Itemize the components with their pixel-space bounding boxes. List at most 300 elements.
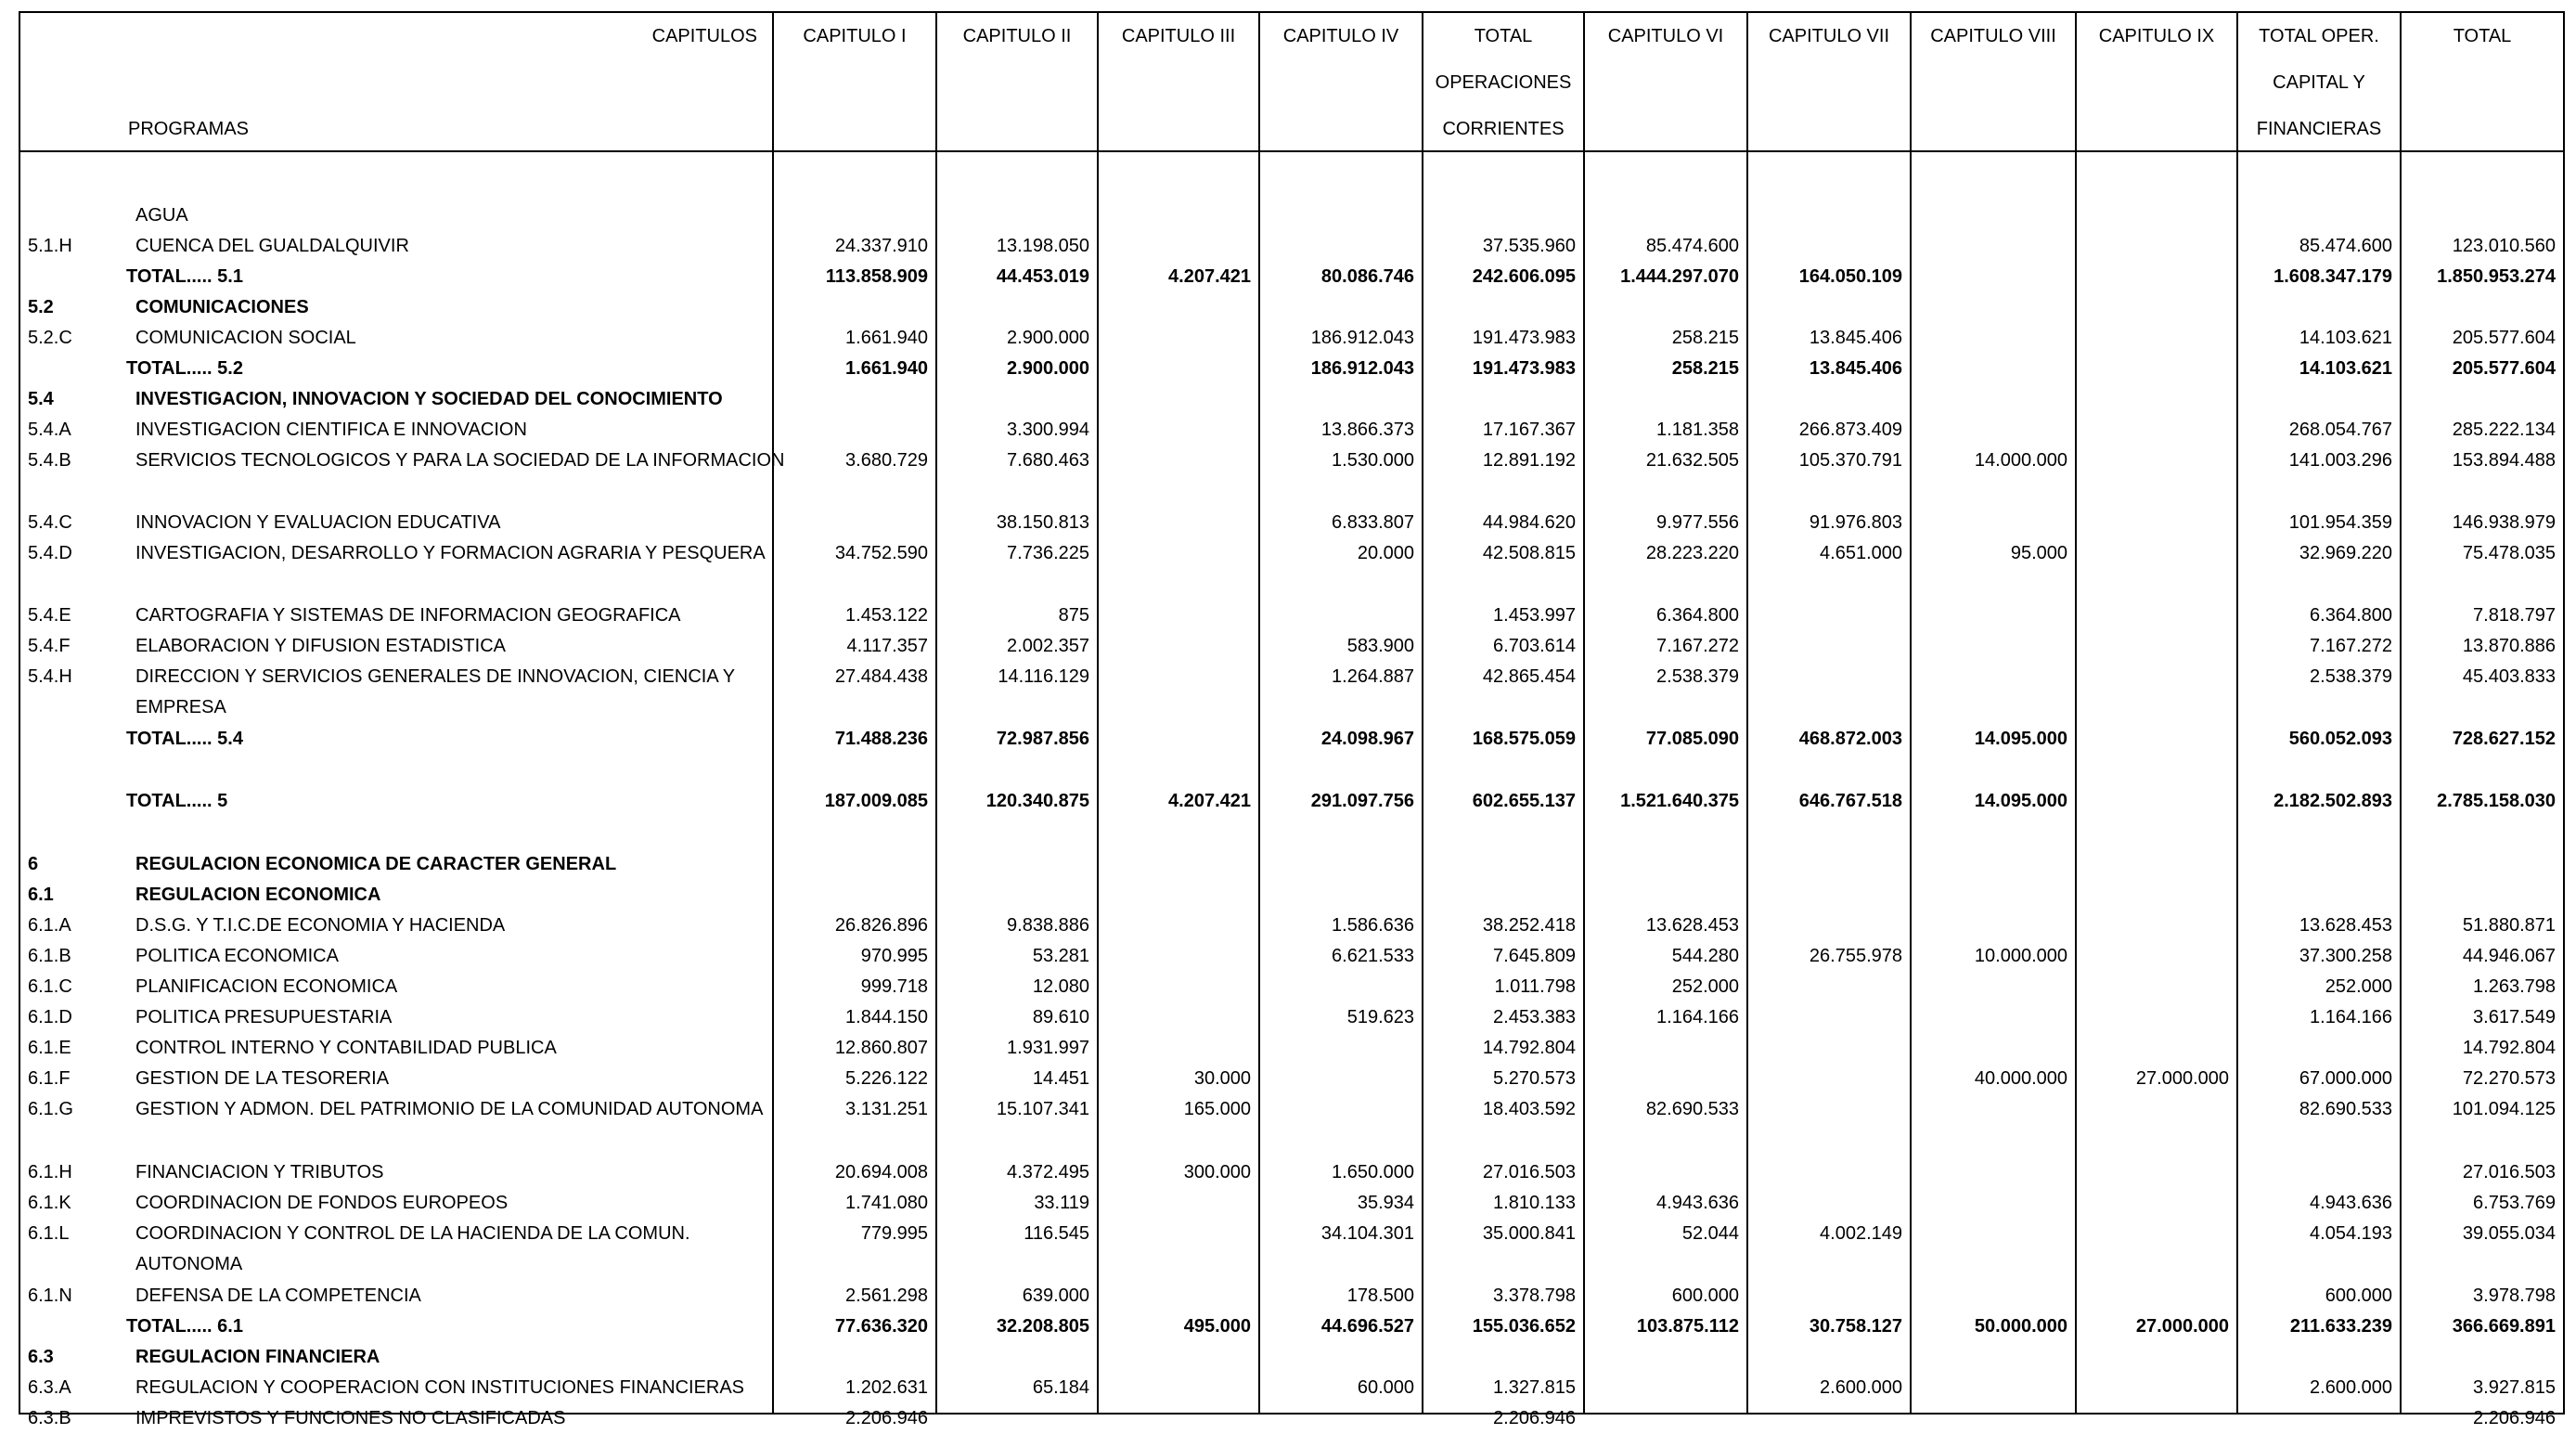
cell-value: 141.003.296 <box>2288 450 2392 471</box>
cell-value: 1.530.000 <box>1332 450 1414 471</box>
cell-value: 120.340.875 <box>985 791 1089 811</box>
program-code: 5.4.D <box>28 543 72 563</box>
cell-value: 51.880.871 <box>2462 915 2556 936</box>
cell-value: 291.097.756 <box>1310 791 1414 811</box>
table-row <box>20 262 2563 292</box>
cell-value: 52.044 <box>1681 1223 1739 1244</box>
cell-value: 602.655.137 <box>1472 791 1576 811</box>
program-code: 5.2.C <box>28 328 72 348</box>
cell-value: 285.222.134 <box>2452 420 2556 440</box>
cell-value: 44.696.527 <box>1320 1316 1414 1337</box>
program-code: 6.1.D <box>28 1007 72 1027</box>
table-row <box>20 1094 2563 1125</box>
cell-value: 12.080 <box>1032 976 1089 997</box>
cell-value: 77.085.090 <box>1645 729 1739 749</box>
cell-value: 1.453.997 <box>1493 605 1576 626</box>
table-row <box>20 446 2563 476</box>
cell-value: 75.478.035 <box>2462 543 2556 563</box>
cell-value: 970.995 <box>860 946 928 966</box>
table-row <box>20 786 2563 817</box>
cell-value: 14.451 <box>1032 1068 1089 1089</box>
cell-value: 779.995 <box>860 1223 928 1244</box>
cell-value: 14.116.129 <box>998 666 1089 687</box>
cell-value: 2.900.000 <box>1007 358 1089 379</box>
cell-value: 258.215 <box>1671 358 1739 379</box>
program-name: TOTAL..... 5.2 <box>126 358 243 379</box>
cell-value: 13.845.406 <box>1809 358 1902 379</box>
program-name: DEFENSA DE LA COMPETENCIA <box>135 1285 421 1306</box>
program-name: COORDINACION Y CONTROL DE LA HACIENDA DE LA COMUN. AUTONOMA <box>135 1223 690 1274</box>
cell-value: 1.661.940 <box>845 328 928 348</box>
cell-value: 13.198.050 <box>996 236 1089 256</box>
cell-value: 5.226.122 <box>845 1068 928 1089</box>
cell-value: 2.538.379 <box>1656 666 1739 687</box>
cell-value: 2.002.357 <box>1007 636 1089 656</box>
program-name: INNOVACION Y EVALUACION EDUCATIVA <box>135 512 501 533</box>
budget-table <box>19 11 2565 1428</box>
column-header: CAPITULO IV <box>1282 26 1399 46</box>
cell-value: 35.934 <box>1357 1193 1414 1213</box>
cell-value: 205.577.604 <box>2452 328 2556 348</box>
cell-value: 2.900.000 <box>1007 328 1089 348</box>
cell-value: 20.694.008 <box>834 1162 928 1182</box>
cell-value: 95.000 <box>2010 543 2067 563</box>
cell-value: 4.117.357 <box>846 636 928 656</box>
column-header: TOTAL OPER. <box>2259 26 2379 46</box>
table-row <box>20 662 2563 717</box>
cell-value: 38.150.813 <box>996 512 1089 533</box>
cell-value: 18.403.592 <box>1482 1099 1576 1119</box>
cell-value: 5.270.573 <box>1493 1068 1576 1089</box>
cell-value: 116.545 <box>1024 1223 1089 1244</box>
cell-value: 3.300.994 <box>1007 420 1089 440</box>
cell-value: 187.009.085 <box>824 791 928 811</box>
cell-value: 14.792.804 <box>2462 1038 2556 1058</box>
program-code: 5.4.C <box>28 512 72 533</box>
capitulos-label: CAPITULOS <box>651 26 757 46</box>
table-row <box>20 1373 2563 1403</box>
program-name: DIRECCION Y SERVICIOS GENERALES DE INNOVACION, CIENCIA Y EMPRESA <box>135 666 735 717</box>
program-name: ELABORACION Y DIFUSION ESTADISTICA <box>135 636 506 656</box>
cell-value: 258.215 <box>1671 328 1739 348</box>
table-row <box>20 1311 2563 1342</box>
cell-value: 242.606.095 <box>1472 266 1576 287</box>
cell-value: 3.978.798 <box>2473 1285 2556 1306</box>
cell-value: 6.364.800 <box>1656 605 1739 626</box>
program-code: 6.1.G <box>28 1099 73 1119</box>
cell-value: 153.894.488 <box>2452 450 2556 471</box>
cell-value: 14.095.000 <box>1974 791 2067 811</box>
cell-value: 14.103.621 <box>2299 358 2392 379</box>
cell-value: 4.943.636 <box>1656 1193 1739 1213</box>
cell-value: 71.488.236 <box>834 729 928 749</box>
table-row <box>20 880 2563 911</box>
cell-value: 3.927.815 <box>2473 1377 2556 1398</box>
cell-value: 600.000 <box>2325 1285 2392 1306</box>
column-header: TOTAL <box>2453 26 2512 46</box>
cell-value: 1.810.133 <box>1493 1193 1576 1213</box>
cell-value: 42.865.454 <box>1482 666 1576 687</box>
cell-value: 1.263.798 <box>2473 976 2556 997</box>
cell-value: 165.000 <box>1183 1099 1251 1119</box>
cell-value: 4.943.636 <box>2310 1193 2392 1213</box>
cell-value: 91.976.803 <box>1809 512 1902 533</box>
program-name: PLANIFICACION ECONOMICA <box>135 976 398 997</box>
table-row <box>20 1002 2563 1033</box>
cell-value: 77.636.320 <box>834 1316 928 1337</box>
column-header: CAPITULO VII <box>1768 26 1890 46</box>
cell-value: 12.860.807 <box>834 1038 928 1058</box>
cell-value: 9.977.556 <box>1656 512 1739 533</box>
cell-value: 26.755.978 <box>1809 946 1902 966</box>
cell-value: 85.474.600 <box>1645 236 1739 256</box>
cell-value: 519.623 <box>1346 1007 1414 1027</box>
program-code: 6.3 <box>28 1347 54 1367</box>
cell-value: 4.054.193 <box>2310 1223 2392 1244</box>
cell-value: 186.912.043 <box>1310 358 1414 379</box>
column-header: CAPITULO II <box>962 26 1072 46</box>
cell-value: 191.473.983 <box>1472 328 1576 348</box>
table-row <box>20 323 2563 354</box>
cell-value: 14.095.000 <box>1974 729 2067 749</box>
cell-value: 4.207.421 <box>1168 266 1251 287</box>
program-name: REGULACION ECONOMICA <box>135 885 381 905</box>
cell-value: 80.086.746 <box>1320 266 1414 287</box>
program-name: TOTAL..... 6.1 <box>126 1316 243 1337</box>
cell-value: 14.792.804 <box>1482 1038 1576 1058</box>
program-name: POLITICA PRESUPUESTARIA <box>135 1007 393 1027</box>
program-code: 5.4.F <box>28 636 71 656</box>
program-code: 5.4.E <box>28 605 71 626</box>
column-header: CAPITULO VI <box>1607 26 1724 46</box>
cell-value: 1.164.166 <box>1656 1007 1739 1027</box>
cell-value: 60.000 <box>1357 1377 1414 1398</box>
table-row <box>20 1342 2563 1373</box>
cell-value: 21.632.505 <box>1645 450 1739 471</box>
program-name: COMUNICACIONES <box>135 297 309 317</box>
cell-value: 252.000 <box>1671 976 1739 997</box>
cell-value: 1.521.640.375 <box>1620 791 1739 811</box>
column-header: CORRIENTES <box>1442 119 1565 139</box>
cell-value: 2.182.502.893 <box>2273 791 2392 811</box>
program-name: REGULACION Y COOPERACION CON INSTITUCIONES FINANCIERAS <box>135 1377 745 1398</box>
cell-value: 82.690.533 <box>2299 1099 2392 1119</box>
cell-value: 24.337.910 <box>834 236 928 256</box>
program-name: GESTION DE LA TESORERIA <box>135 1068 390 1089</box>
cell-value: 2.206.946 <box>2473 1408 2556 1428</box>
table-row <box>20 911 2563 941</box>
cell-value: 4.651.000 <box>1820 543 1902 563</box>
cell-value: 10.000.000 <box>1974 946 2067 966</box>
cell-value: 1.650.000 <box>1332 1162 1414 1182</box>
cell-value: 26.826.896 <box>834 915 928 936</box>
cell-value: 1.453.122 <box>845 605 928 626</box>
program-code: 6.1.C <box>28 976 72 997</box>
program-code: 5.4.A <box>28 420 71 440</box>
cell-value: 82.690.533 <box>1645 1099 1739 1119</box>
program-name: IMPREVISTOS Y FUNCIONES NO CLASIFICADAS <box>135 1408 566 1428</box>
cell-value: 27.016.503 <box>1482 1162 1576 1182</box>
program-name: AGUA <box>135 205 188 226</box>
cell-value: 1.181.358 <box>1656 420 1739 440</box>
cell-value: 1.850.953.274 <box>2437 266 2556 287</box>
program-name: INVESTIGACION CIENTIFICA E INNOVACION <box>135 420 527 440</box>
cell-value: 34.752.590 <box>834 543 928 563</box>
table-row <box>20 354 2563 384</box>
cell-value: 32.969.220 <box>2299 543 2392 563</box>
cell-value: 101.094.125 <box>2452 1099 2556 1119</box>
column-header: CAPITULO III <box>1121 26 1236 46</box>
cell-value: 6.621.533 <box>1332 946 1414 966</box>
table-row <box>20 1219 2563 1274</box>
cell-value: 1.264.887 <box>1332 666 1414 687</box>
cell-value: 205.577.604 <box>2452 358 2556 379</box>
cell-value: 266.873.409 <box>1798 420 1902 440</box>
program-name: CARTOGRAFIA Y SISTEMAS DE INFORMACION GEOGRAFICA <box>135 605 681 626</box>
cell-value: 14.103.621 <box>2299 328 2392 348</box>
cell-value: 13.628.453 <box>1645 915 1739 936</box>
column-header: CAPITAL Y <box>2273 72 2365 93</box>
cell-value: 168.575.059 <box>1472 729 1576 749</box>
program-name: REGULACION FINANCIERA <box>135 1347 380 1367</box>
program-code: 5.4.B <box>28 450 71 471</box>
cell-value: 123.010.560 <box>2452 236 2556 256</box>
cell-value: 13.866.373 <box>1320 420 1414 440</box>
cell-value: 600.000 <box>1671 1285 1739 1306</box>
cell-value: 30.000 <box>1193 1068 1251 1089</box>
program-code: 5.4 <box>28 389 54 409</box>
cell-value: 20.000 <box>1357 543 1414 563</box>
table-row <box>20 231 2563 262</box>
table-row <box>20 200 2563 231</box>
cell-value: 44.453.019 <box>996 266 1089 287</box>
cell-value: 1.741.080 <box>845 1193 928 1213</box>
cell-value: 544.280 <box>1671 946 1739 966</box>
program-code: 6.1.F <box>28 1068 71 1089</box>
cell-value: 1.202.631 <box>845 1377 928 1398</box>
cell-value: 7.680.463 <box>1007 450 1089 471</box>
cell-value: 50.000.000 <box>1974 1316 2067 1337</box>
cell-value: 999.718 <box>860 976 928 997</box>
cell-value: 2.561.298 <box>845 1285 928 1306</box>
cell-value: 1.661.940 <box>845 358 928 379</box>
cell-value: 164.050.109 <box>1798 266 1902 287</box>
cell-value: 875 <box>1058 605 1089 626</box>
cell-value: 105.370.791 <box>1798 450 1902 471</box>
table-row <box>20 508 2563 538</box>
cell-value: 12.891.192 <box>1482 450 1576 471</box>
table-row <box>20 1033 2563 1064</box>
table-row <box>20 941 2563 972</box>
program-code: 6.1.A <box>28 915 71 936</box>
cell-value: 268.054.767 <box>2288 420 2392 440</box>
cell-value: 6.833.807 <box>1332 512 1414 533</box>
cell-value: 2.538.379 <box>2310 666 2392 687</box>
table-row <box>20 724 2563 755</box>
program-name: FINANCIACION Y TRIBUTOS <box>135 1162 384 1182</box>
cell-value: 3.617.549 <box>2473 1007 2556 1027</box>
cell-value: 1.327.815 <box>1493 1377 1576 1398</box>
cell-value: 30.758.127 <box>1809 1316 1902 1337</box>
cell-value: 13.628.453 <box>2299 915 2392 936</box>
programas-label: PROGRAMAS <box>128 119 250 139</box>
table-row <box>20 601 2563 631</box>
program-name: D.S.G. Y T.I.C.DE ECONOMIA Y HACIENDA <box>135 915 506 936</box>
cell-value: 17.167.367 <box>1482 420 1576 440</box>
column-header: CAPITULO IX <box>2098 26 2215 46</box>
cell-value: 38.252.418 <box>1482 915 1576 936</box>
table-row <box>20 849 2563 880</box>
program-code: 6.1 <box>28 885 54 905</box>
cell-value: 35.000.841 <box>1482 1223 1576 1244</box>
cell-value: 101.954.359 <box>2288 512 2392 533</box>
cell-value: 27.484.438 <box>834 666 928 687</box>
cell-value: 2.600.000 <box>1820 1377 1902 1398</box>
cell-value: 7.167.272 <box>2310 636 2392 656</box>
cell-value: 1.931.997 <box>1007 1038 1089 1058</box>
cell-value: 1.608.347.179 <box>2273 266 2392 287</box>
cell-value: 646.767.518 <box>1798 791 1902 811</box>
table-row <box>20 384 2563 415</box>
program-name: COORDINACION DE FONDOS EUROPEOS <box>135 1193 509 1213</box>
cell-value: 27.000.000 <box>2135 1068 2229 1089</box>
table-row <box>20 1403 2563 1434</box>
program-name: TOTAL..... 5.1 <box>126 266 243 287</box>
cell-value: 44.946.067 <box>2462 946 2556 966</box>
table-row <box>20 415 2563 446</box>
cell-value: 178.500 <box>1346 1285 1414 1306</box>
cell-value: 24.098.967 <box>1320 729 1414 749</box>
cell-value: 103.875.112 <box>1636 1316 1739 1337</box>
program-name: INVESTIGACION, INNOVACION Y SOCIEDAD DEL CONOCIMIENTO <box>135 389 723 409</box>
cell-value: 85.474.600 <box>2299 236 2392 256</box>
cell-value: 45.403.833 <box>2462 666 2556 687</box>
cell-value: 583.900 <box>1346 636 1414 656</box>
program-code: 6.1.E <box>28 1038 71 1058</box>
cell-value: 34.104.301 <box>1320 1223 1414 1244</box>
program-name: INVESTIGACION, DESARROLLO Y FORMACION AGRARIA Y PESQUERA <box>135 543 766 563</box>
cell-value: 1.586.636 <box>1332 915 1414 936</box>
cell-value: 7.167.272 <box>1656 636 1739 656</box>
table-row <box>20 1064 2563 1094</box>
cell-value: 2.206.946 <box>845 1408 928 1428</box>
cell-value: 9.838.886 <box>1007 915 1089 936</box>
cell-value: 65.184 <box>1032 1377 1089 1398</box>
table-row <box>20 972 2563 1002</box>
cell-value: 53.281 <box>1032 946 1089 966</box>
cell-value: 1.844.150 <box>845 1007 928 1027</box>
program-name: SERVICIOS TECNOLOGICOS Y PARA LA SOCIEDAD DE LA INFORMACION <box>135 450 785 471</box>
cell-value: 6.364.800 <box>2310 605 2392 626</box>
table-row <box>20 1157 2563 1188</box>
cell-value: 15.107.341 <box>996 1099 1089 1119</box>
program-code: 6.1.H <box>28 1162 72 1182</box>
cell-value: 72.270.573 <box>2462 1068 2556 1089</box>
cell-value: 13.845.406 <box>1809 328 1902 348</box>
cell-value: 32.208.805 <box>996 1316 1089 1337</box>
column-header: CAPITULO I <box>803 26 907 46</box>
program-name: TOTAL..... 5.4 <box>126 729 243 749</box>
cell-value: 4.207.421 <box>1168 791 1251 811</box>
program-code: 6.3.B <box>28 1408 71 1428</box>
cell-value: 211.633.239 <box>2289 1316 2392 1337</box>
program-code: 5.2 <box>28 297 54 317</box>
cell-value: 33.119 <box>1034 1193 1089 1213</box>
program-name: TOTAL..... 5 <box>126 791 228 811</box>
cell-value: 1.444.297.070 <box>1620 266 1739 287</box>
column-header: FINANCIERAS <box>2256 119 2382 139</box>
cell-value: 560.052.093 <box>2288 729 2392 749</box>
cell-value: 40.000.000 <box>1974 1068 2067 1089</box>
cell-value: 7.736.225 <box>1007 543 1089 563</box>
table-row <box>20 292 2563 323</box>
cell-value: 2.600.000 <box>2310 1377 2392 1398</box>
program-name: CONTROL INTERNO Y CONTABILIDAD PUBLICA <box>135 1038 557 1058</box>
cell-value: 3.378.798 <box>1493 1285 1576 1306</box>
cell-value: 37.300.258 <box>2299 946 2392 966</box>
program-code: 6 <box>28 854 39 874</box>
cell-value: 42.508.815 <box>1482 543 1576 563</box>
column-header: CAPITULO VIII <box>1930 26 2056 46</box>
program-name: GESTION Y ADMON. DEL PATRIMONIO DE LA COMUNIDAD AUTONOMA <box>135 1099 764 1119</box>
cell-value: 252.000 <box>2325 976 2392 997</box>
cell-value: 3.680.729 <box>845 450 928 471</box>
cell-value: 300.000 <box>1183 1162 1251 1182</box>
cell-value: 27.000.000 <box>2135 1316 2229 1337</box>
cell-value: 37.535.960 <box>1482 236 1576 256</box>
cell-value: 3.131.251 <box>845 1099 928 1119</box>
column-header: OPERACIONES <box>1435 72 1572 93</box>
program-code: 6.1.B <box>28 946 71 966</box>
program-code: 6.3.A <box>28 1377 71 1398</box>
cell-value: 495.000 <box>1183 1316 1251 1337</box>
program-name: CUENCA DEL GUALDALQUIVIR <box>135 236 409 256</box>
table-row <box>20 631 2563 662</box>
cell-value: 89.610 <box>1032 1007 1089 1027</box>
program-code: 6.1.N <box>28 1285 72 1306</box>
cell-value: 2.206.946 <box>1493 1408 1576 1428</box>
cell-value: 186.912.043 <box>1310 328 1414 348</box>
program-name: REGULACION ECONOMICA DE CARACTER GENERAL <box>135 854 617 874</box>
cell-value: 72.987.856 <box>996 729 1089 749</box>
cell-value: 366.669.891 <box>2452 1316 2556 1337</box>
cell-value: 468.872.003 <box>1798 729 1902 749</box>
program-code: 5.1.H <box>28 236 72 256</box>
cell-value: 155.036.652 <box>1472 1316 1576 1337</box>
cell-value: 639.000 <box>1022 1285 1089 1306</box>
cell-value: 6.703.614 <box>1493 636 1576 656</box>
cell-value: 27.016.503 <box>2462 1162 2556 1182</box>
program-code: 5.4.H <box>28 666 72 687</box>
program-code: 6.1.L <box>28 1223 70 1244</box>
table-row <box>20 538 2563 569</box>
cell-value: 1.011.798 <box>1494 976 1576 997</box>
cell-value: 2.785.158.030 <box>2437 791 2556 811</box>
table-row <box>20 1188 2563 1219</box>
cell-value: 28.223.220 <box>1645 543 1739 563</box>
cell-value: 146.938.979 <box>2452 512 2556 533</box>
cell-value: 191.473.983 <box>1472 358 1576 379</box>
column-header: TOTAL <box>1474 26 1533 46</box>
cell-value: 67.000.000 <box>2299 1068 2392 1089</box>
cell-value: 7.818.797 <box>2473 605 2556 626</box>
program-name: POLITICA ECONOMICA <box>135 946 339 966</box>
cell-value: 6.753.769 <box>2473 1193 2556 1213</box>
program-name: COMUNICACION SOCIAL <box>135 328 356 348</box>
cell-value: 113.858.909 <box>825 266 928 287</box>
header-divider <box>20 150 2563 152</box>
cell-value: 1.164.166 <box>2310 1007 2392 1027</box>
